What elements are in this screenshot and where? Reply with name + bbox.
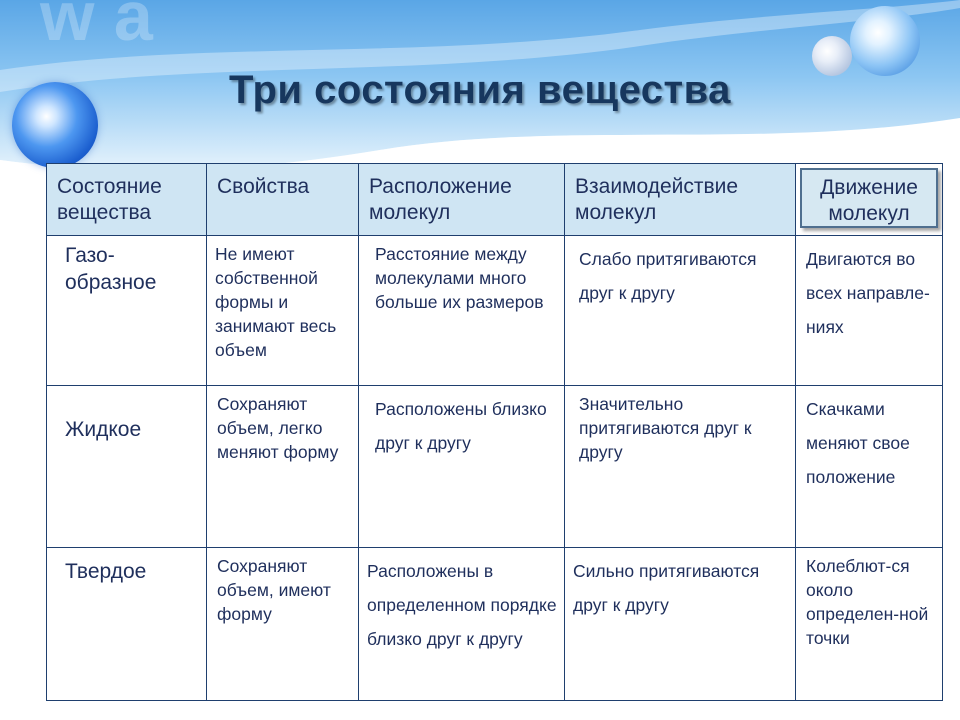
cell-arrangement: Расстояние между молекулами много больше их размеров [359,236,565,386]
cell-properties: Не имеют собственной формы и занимают весь объем [207,236,359,386]
cell-properties: Сохраняют объем, легко меняют форму [207,386,359,548]
cell-state: Жидкое [47,386,207,548]
cell-motion: Двигаются во всех направле-ниях [796,236,943,386]
cell-interaction: Слабо притягиваются друг к другу [565,236,796,386]
header-interaction: Взаимодействие молекул [565,164,796,236]
cell-properties: Сохраняют объем, имеют форму [207,548,359,701]
table-header-row [47,164,943,236]
header-arrangement: Расположение молекул [359,164,565,236]
cell-motion: Колеблют-ся около определен-ной точки [796,548,943,701]
header-motion-cell [796,164,943,236]
table-row [47,236,943,386]
states-table [46,163,943,701]
cell-arrangement: Расположены в определенном порядке близко друг к другу [359,548,565,701]
cell-motion: Скачками меняют свое положение [796,386,943,548]
svg-text:w a: w a [40,0,153,55]
header-motion: Движение молекул [800,168,938,228]
cell-interaction: Значительно притягиваются друг к другу [565,386,796,548]
cell-state: Газо-образное [47,236,207,386]
cell-interaction: Сильно притягиваются друг к другу [565,548,796,701]
table-row [47,548,943,701]
header-properties: Свойства [207,164,359,236]
cell-arrangement: Расположены близко друг к другу [359,386,565,548]
table-row [47,386,943,548]
cell-state: Твердое [47,548,207,701]
page-title: Три состояния вещества [229,68,731,112]
decorative-bubble-right [850,6,920,76]
header-state: Состояние вещества [47,164,207,236]
